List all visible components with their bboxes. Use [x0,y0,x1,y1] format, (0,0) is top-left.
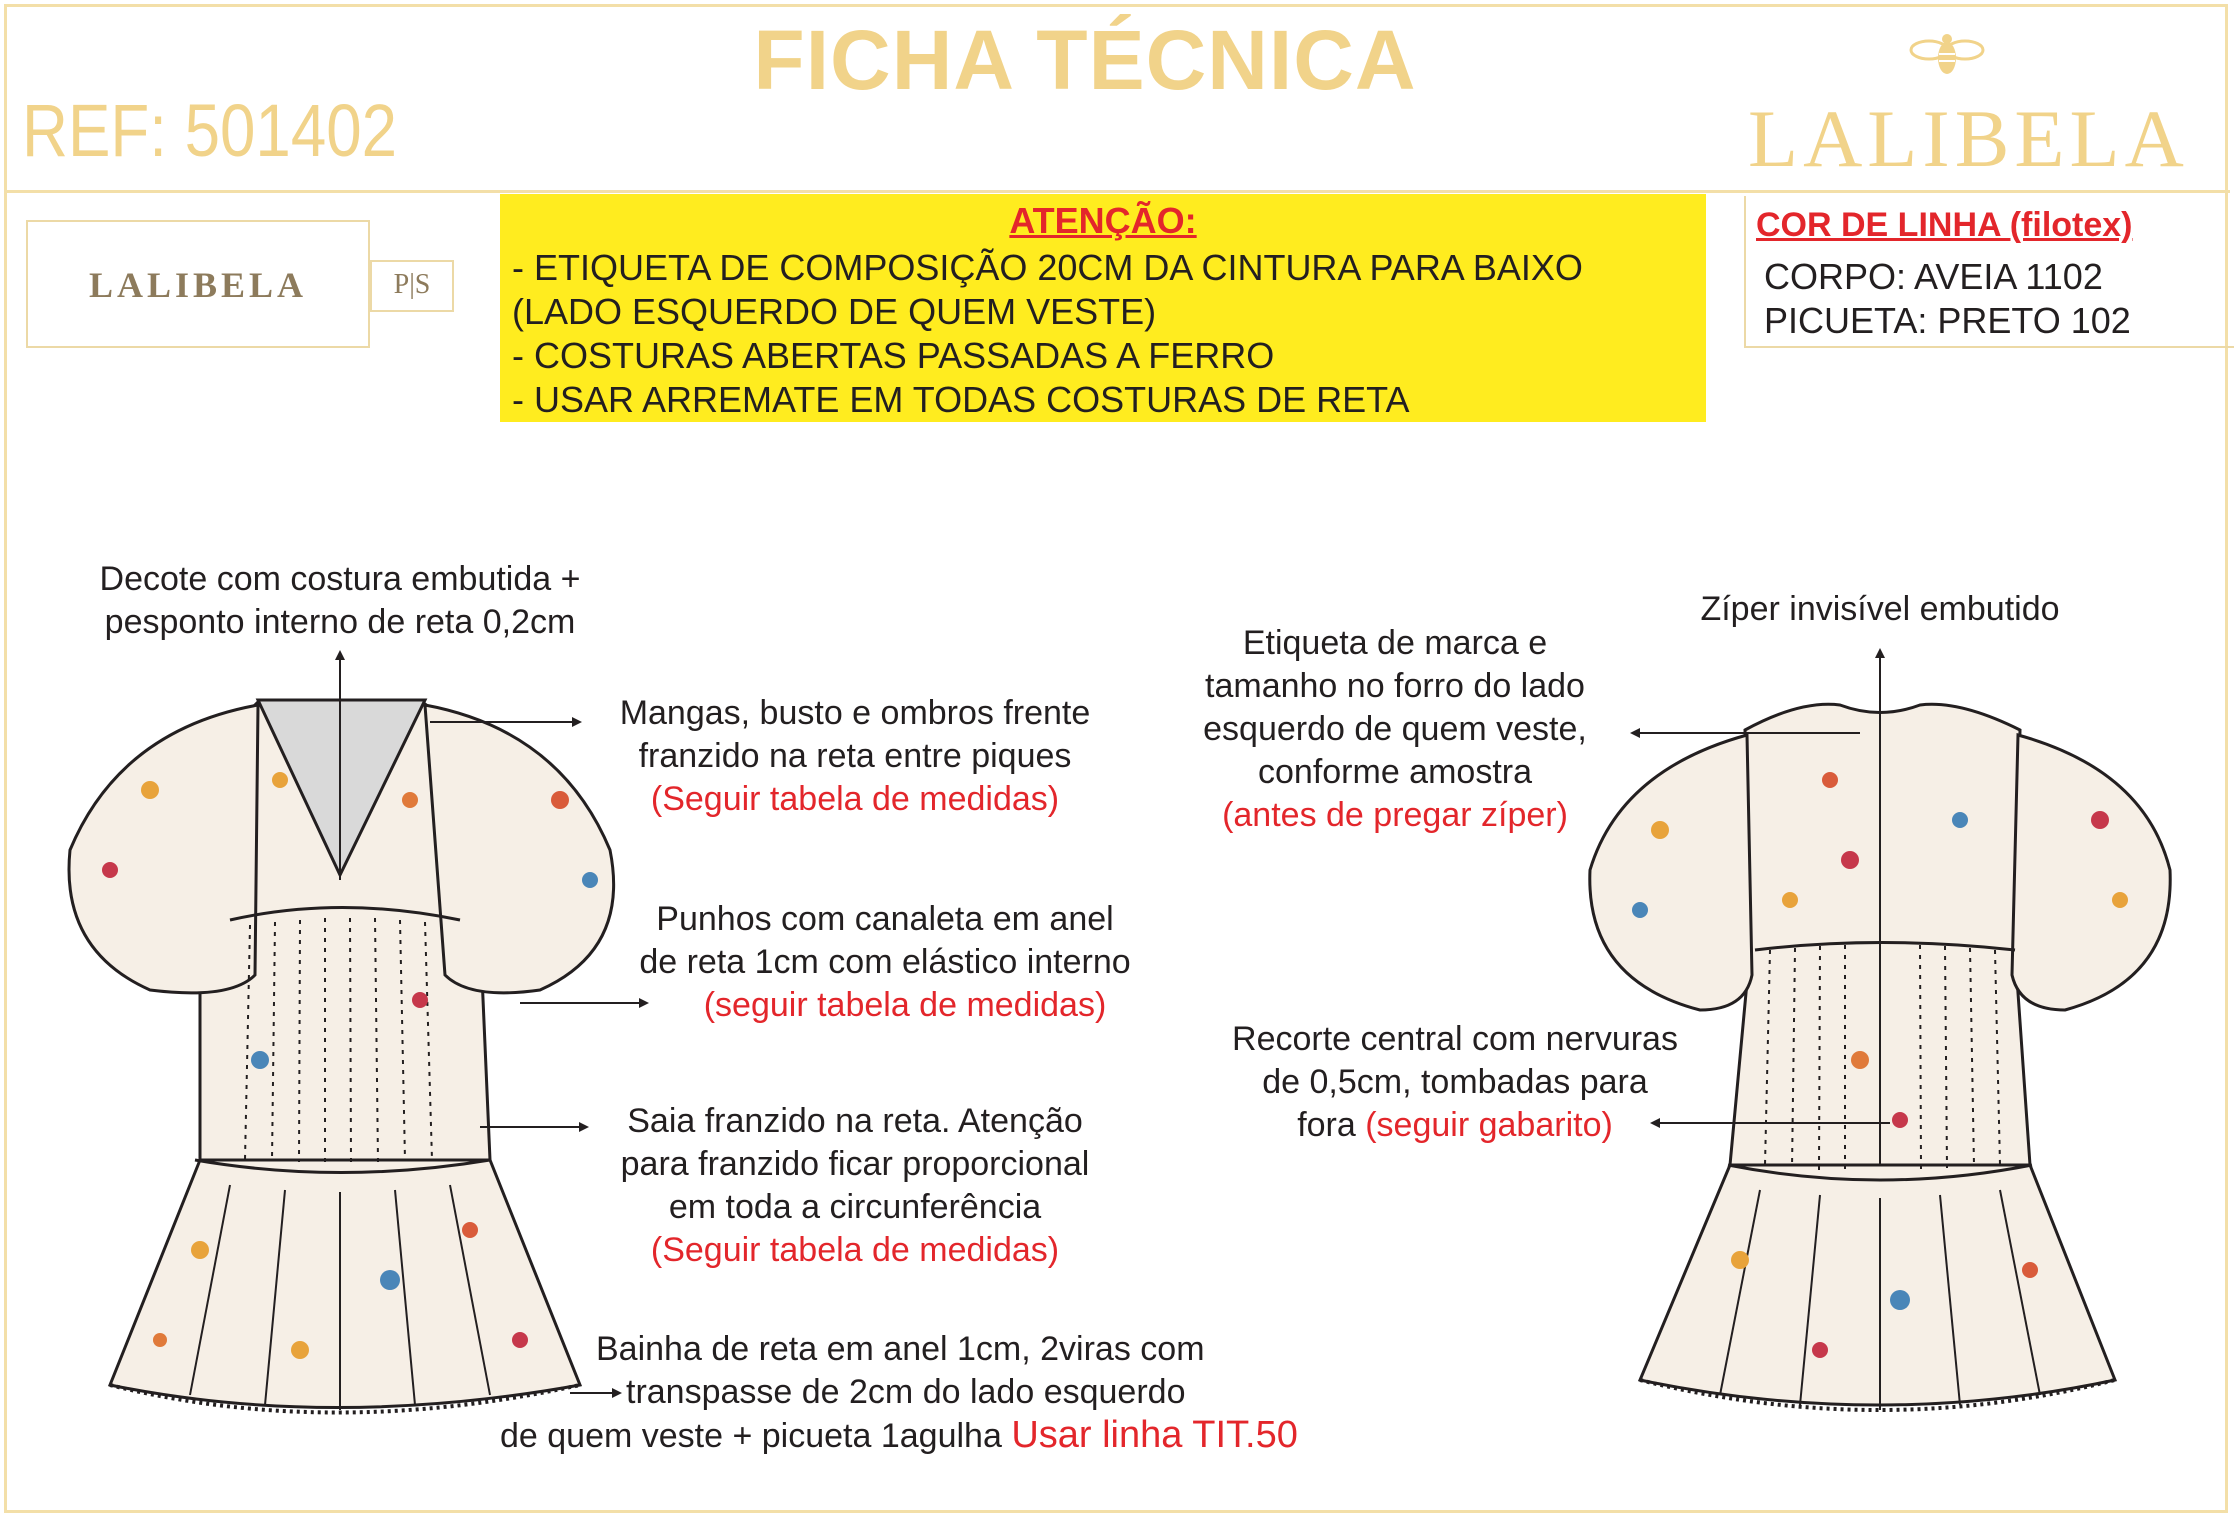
note-neckline: Decote com costura embutida + pesponto interno de reta 0,2cm [99,560,581,641]
attention-line: - ETIQUETA DE COMPOSIÇÃO 20CM DA CINTURA PARA BAIXO [512,247,1583,288]
size-label-sample: P|S [370,260,454,312]
brand-logo: LALIBELA [1748,93,2189,184]
reference-code: REF: 501402 [22,89,398,172]
attention-line: - USAR ARREMATE EM TODAS COSTURAS DE RETA [512,379,1410,420]
note-hem: Bainha de reta em anel 1cm, 2viras com transpasse de 2cm do lado esquerdo de quem veste + picueta 1agulha Usar linha TIT.50 [500,1330,1298,1456]
note-skirt: Saia franzido na reta. Atenção para franzido ficar proporcional em toda a circunferência (Seguir tabela de medidas) [620,1102,1090,1269]
front-view-drawing [69,700,614,1413]
note-sleeves: Mangas, busto e ombros frente franzido na reta entre piques (Seguir tabela de medidas) [619,694,1091,818]
attention-line: - COSTURAS ABERTAS PASSADAS A FERRO [512,335,1275,376]
label-brand-text: LALIBELA [88,265,308,305]
note-zipper: Zíper invisível embutido [1700,590,2060,628]
front-sleeve-left [69,705,258,993]
thread-picueta-color: PICUETA: PRETO 102 [1764,300,2131,341]
thread-color-title: COR DE LINHA (filotex) [1756,206,2133,244]
attention-title: ATENÇÃO: [1009,200,1197,241]
page-title: FICHA TÉCNICA [753,13,1417,107]
note-cuffs: Punhos com canaleta em anel de reta 1cm com elástico interno (seguir tabela de medidas) [639,900,1131,1024]
attention-line: (LADO ESQUERDO DE QUEM VESTE) [512,291,1157,332]
back-sleeve-right [2012,735,2170,1010]
note-center-panel: Recorte central com nervuras de 0,5cm, tombadas para fora (seguir gabarito) [1232,1020,1678,1144]
note-brand-label: Etiqueta de marca e tamanho no forro do lado esquerdo de quem veste, conforme amostra (antes de pregar zíper) [1203,624,1587,834]
back-skirt [1640,1165,2115,1405]
thread-body-color: CORPO: AVEIA 1102 [1764,256,2103,297]
